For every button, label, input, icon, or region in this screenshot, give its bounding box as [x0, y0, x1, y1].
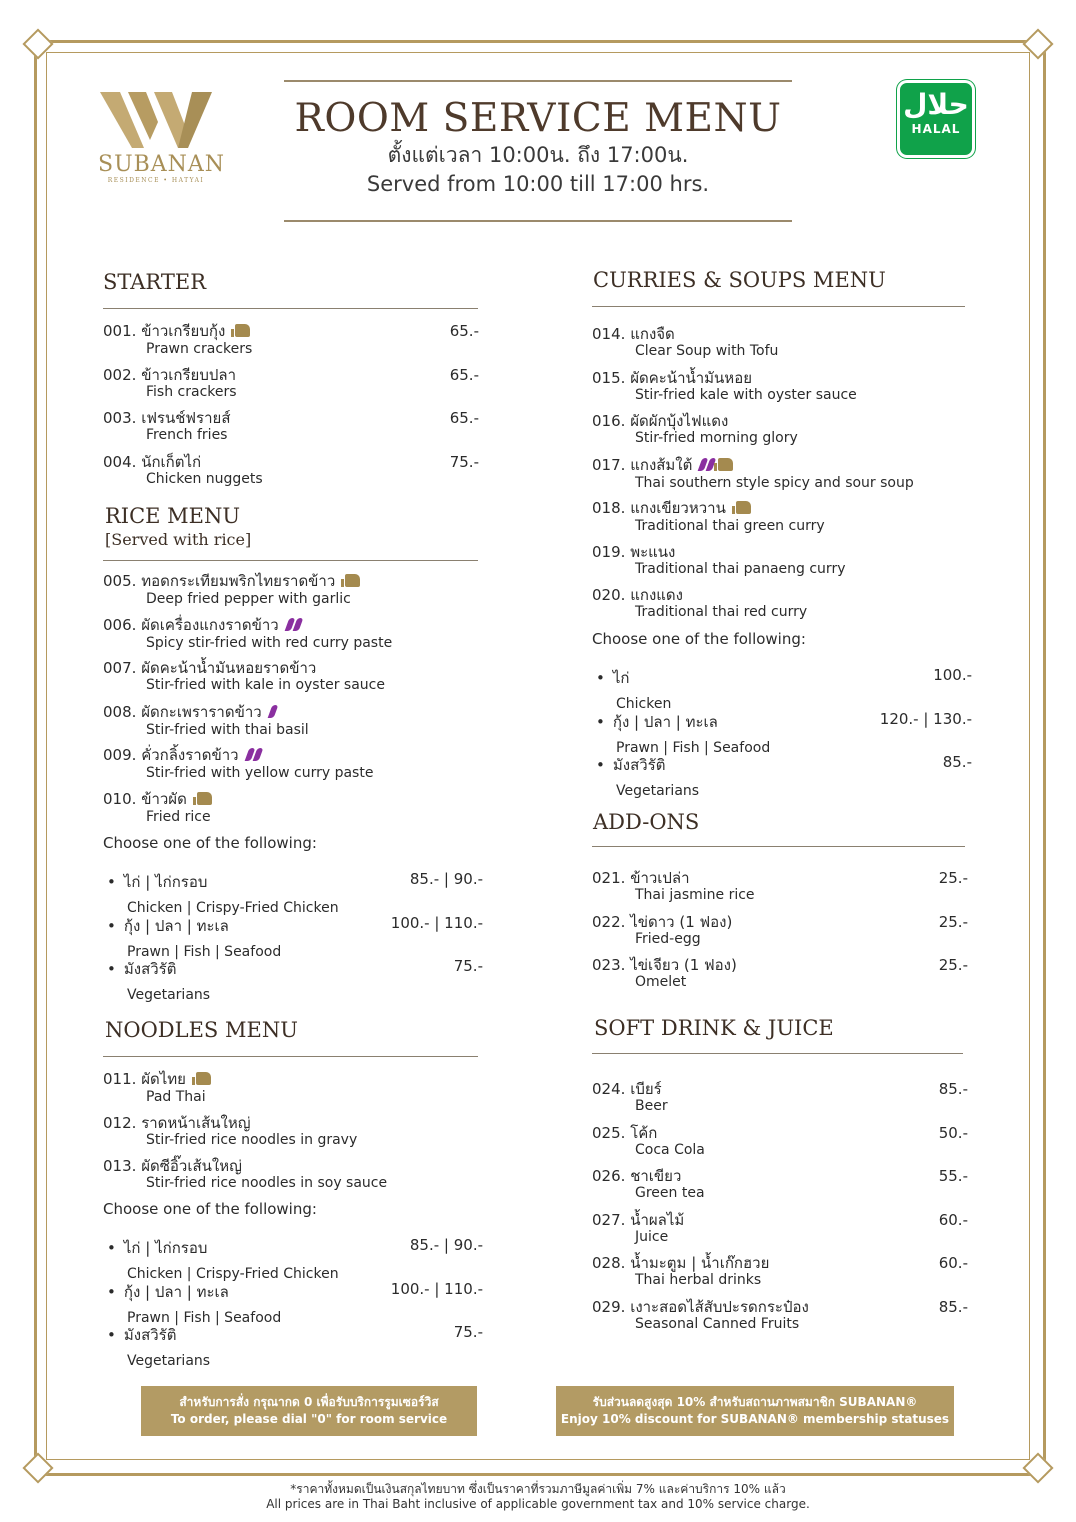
- rice-choose-label: Choose one of the following:: [103, 834, 317, 852]
- item-badge: [732, 500, 751, 518]
- item-name-thai: พะแนง: [630, 542, 676, 561]
- item-number: 011.: [103, 1070, 137, 1088]
- option-thai: • กุ้ง | ปลา | ทะเล: [107, 914, 483, 938]
- menu-item: [592, 913, 972, 953]
- item-number: 017.: [592, 455, 626, 474]
- price-footnote: [0, 1482, 1076, 1512]
- item-name-english: Omelet: [635, 974, 687, 990]
- item-name-english: Deep fried pepper with garlic: [146, 591, 351, 607]
- item-name-english: Stir-fried rice noodles in soy sauce: [146, 1175, 388, 1191]
- item-name-thai: ข้าวเกรียบกุ้ง: [141, 322, 226, 340]
- item-number: 013.: [103, 1157, 137, 1175]
- hours-english: Served from 10:00 till 17:00 hrs.: [366, 172, 710, 196]
- noodles-choose-label: Choose one of the following:: [103, 1200, 317, 1218]
- option-price: 100.- | 110.-: [390, 913, 483, 932]
- item-name-thai: ผัดคะน้าน้ำมันหอย: [630, 368, 752, 387]
- item-number: 019.: [592, 542, 626, 561]
- recommended-thumb-icon: [196, 1072, 211, 1085]
- menu-item: [592, 1298, 972, 1338]
- item-name-english: Thai southern style spicy and sour soup: [635, 474, 914, 491]
- item-name-english: Traditional thai red curry: [635, 604, 808, 620]
- item-price: 25.-: [938, 869, 968, 887]
- item-price: 75.-: [449, 452, 479, 471]
- item-number: 009.: [103, 746, 137, 764]
- menu-item: [592, 456, 972, 496]
- menu-item: [103, 366, 483, 406]
- item-number: 014.: [592, 325, 626, 343]
- option-thai: • มังสวิรัติ: [596, 753, 972, 777]
- menu-item: [592, 412, 972, 452]
- item-name-english: Stir-fried with kale in oyster sauce: [146, 677, 385, 693]
- item-name-thai: ราดหน้าเส้นใหญ่: [141, 1113, 251, 1132]
- item-name-thai: ผัดคะน้าน้ำมันหอยราดข้าว: [141, 659, 317, 677]
- item-name-thai: เบียร์: [630, 1080, 662, 1098]
- item-number: 025.: [592, 1123, 626, 1142]
- item-number: 008.: [103, 702, 137, 721]
- item-price: 65.-: [449, 365, 479, 384]
- protein-option: [596, 666, 972, 710]
- item-name-thai: ไข่ดาว (1 ฟอง): [630, 912, 733, 931]
- item-number: 010.: [103, 789, 137, 808]
- menu-item: [103, 659, 483, 699]
- option-english: Vegetarians: [127, 1353, 211, 1369]
- option-price: 120.- | 130.-: [879, 709, 972, 728]
- recommended-thumb-icon: [345, 574, 360, 587]
- section-title-curries: CURRIES & SOUPS MENU: [593, 268, 886, 292]
- option-english: Chicken | Crispy-Fried Chicken: [127, 900, 339, 916]
- item-name-thai: ผัดกะเพราราดข้าว: [141, 702, 262, 721]
- item-badge: [341, 573, 360, 591]
- item-name-thai: นักเก็ตไก่: [141, 452, 202, 471]
- menu-item: [592, 956, 972, 996]
- item-name-thai: น้ำผลไม้: [630, 1210, 685, 1229]
- item-name-thai: ข้าวผัด: [141, 789, 187, 808]
- option-price: 75.-: [453, 957, 483, 975]
- item-name-thai: ข้าวเกรียบปลา: [141, 365, 236, 384]
- item-name-english: Clear Soup with Tofu: [635, 343, 779, 359]
- item-name-english: Thai herbal drinks: [635, 1272, 762, 1288]
- menu-item: [592, 1211, 972, 1251]
- item-price: 85.-: [938, 1297, 968, 1316]
- item-name-thai: ชาเขียว: [630, 1167, 682, 1185]
- protein-option: [107, 1280, 483, 1324]
- option-thai: • มังสวิรัติ: [107, 957, 483, 981]
- menu-item: [103, 322, 483, 362]
- section-rule: [592, 846, 965, 847]
- protein-option: [596, 710, 972, 754]
- item-name-thai: ไข่เจียว (1 ฟอง): [630, 956, 737, 974]
- menu-item: [592, 586, 972, 626]
- section-subtitle-rice: [Served with rice]: [105, 530, 252, 549]
- item-number: 018.: [592, 499, 626, 517]
- option-thai: • กุ้ง | ปลา | ทะเล: [107, 1280, 483, 1304]
- menu-item: [592, 499, 972, 539]
- hours-thai: ตั้งแต่เวลา 10:00น. ถึง 17:00น.: [387, 143, 689, 167]
- item-name-english: Chicken nuggets: [146, 470, 263, 487]
- menu-item: [592, 869, 972, 909]
- item-name-thai: คั่วกลิ้งราดข้าว: [141, 746, 239, 764]
- chili-icon: [267, 705, 278, 718]
- order-info-english: To order, please dial "0" for room service: [170, 1412, 448, 1426]
- page-title: ROOM SERVICE MENU: [294, 96, 782, 141]
- item-name-thai: โค้ก: [630, 1123, 658, 1142]
- item-price: 55.-: [938, 1167, 968, 1185]
- item-name-thai: แกงส้มใต้: [630, 455, 693, 474]
- option-thai: • ไก่ | ไก่กรอบ: [107, 870, 483, 894]
- footnote-english: All prices are in Thai Baht inclusive of applicable government tax and 10% service charge.: [266, 1497, 810, 1511]
- menu-item: [103, 453, 483, 493]
- item-number: 022.: [592, 912, 626, 931]
- item-name-english: Prawn crackers: [146, 341, 253, 357]
- item-name-english: Stir-fried morning glory: [635, 430, 798, 446]
- item-number: 012.: [103, 1113, 137, 1132]
- item-number: 024.: [592, 1080, 626, 1098]
- curries-choose-label: Choose one of the following:: [592, 630, 806, 648]
- item-name-thai: แกงจืด: [630, 325, 675, 343]
- option-thai: • กุ้ง | ปลา | ทะเล: [596, 710, 972, 734]
- section-rule: [592, 1053, 963, 1054]
- item-name-english: Fried rice: [146, 808, 211, 825]
- item-name-english: Beer: [635, 1098, 668, 1114]
- section-title-starter: STARTER: [103, 270, 207, 294]
- item-name-english: Thai jasmine rice: [635, 887, 755, 903]
- option-price: 100.- | 110.-: [390, 1279, 483, 1298]
- item-number: 026.: [592, 1167, 626, 1185]
- item-name-thai: แกงเขียวหวาน: [630, 499, 726, 517]
- item-name-english: Stir-fried rice noodles in gravy: [146, 1131, 358, 1148]
- menu-item: [103, 1070, 483, 1110]
- recommended-thumb-icon: [718, 458, 733, 471]
- section-rule: [592, 306, 965, 307]
- item-name-thai: ทอดกระเทียมพริกไทยราดข้าว: [141, 572, 336, 590]
- protein-option: [107, 870, 483, 914]
- item-badge: [698, 457, 733, 475]
- item-name-thai: น้ำมะตูม | น้ำเก๊กฮวย: [630, 1254, 770, 1272]
- option-price: 75.-: [453, 1323, 483, 1341]
- protein-option: [107, 957, 483, 1001]
- menu-item: [103, 746, 483, 786]
- footnote-thai: *ราคาทั้งหมดเป็นเงินสกุลไทยบาท ซึ่งเป็นราคาที่รวมภาษีมูลค่าเพิ่ม 7% และค่าบริการ 10% แล้ว: [290, 1482, 786, 1496]
- item-name-thai: ผัดผักบุ้งไฟแดง: [630, 412, 729, 430]
- item-price: 25.-: [938, 956, 968, 974]
- discount-info-bar: [556, 1386, 954, 1436]
- item-number: 005.: [103, 572, 137, 590]
- item-name-thai: ผัดเครื่องแกงราดข้าว: [141, 615, 279, 634]
- item-name-thai: เฟรนช์ฟรายส์: [141, 409, 231, 427]
- item-number: 002.: [103, 365, 137, 384]
- recommended-thumb-icon: [736, 501, 751, 514]
- item-price: 65.-: [449, 322, 479, 340]
- order-info-bar: [141, 1386, 477, 1436]
- item-name-thai: ข้าวเปล่า: [630, 869, 690, 887]
- item-name-thai: เงาะสอดไส้สับปะรดกระป๋อง: [630, 1297, 809, 1316]
- item-name-english: Pad Thai: [146, 1089, 206, 1105]
- item-name-english: Juice: [635, 1228, 669, 1245]
- item-number: 029.: [592, 1297, 626, 1316]
- option-thai: • มังสวิรัติ: [107, 1323, 483, 1347]
- menu-item: [103, 790, 483, 830]
- menu-item: [103, 572, 483, 612]
- menu-item: [103, 703, 483, 743]
- menu-item: [592, 325, 972, 365]
- item-name-english: Fried-egg: [635, 930, 701, 947]
- item-badge: [285, 617, 301, 635]
- item-badge: [193, 791, 212, 809]
- item-price: 85.-: [938, 1080, 968, 1098]
- brand-subtitle: RESIDENCE • HATYAI: [107, 177, 205, 184]
- item-number: 023.: [592, 956, 626, 974]
- option-price: 85.- | 90.-: [409, 1236, 483, 1254]
- halal-label: HALAL: [911, 122, 961, 136]
- item-number: 016.: [592, 412, 626, 430]
- section-rule: [103, 1056, 478, 1057]
- menu-item: [592, 369, 972, 409]
- item-name-thai: ผัดไทย: [141, 1070, 186, 1088]
- item-number: 021.: [592, 869, 626, 887]
- item-badge: [268, 704, 276, 722]
- item-name-thai: แกงแดง: [630, 586, 683, 604]
- discount-info-english: Enjoy 10% discount for SUBANAN® membership statuses: [560, 1412, 950, 1426]
- item-number: 004.: [103, 452, 137, 471]
- item-name-english: Traditional thai green curry: [635, 518, 825, 534]
- menu-item: [592, 1080, 972, 1120]
- order-info-thai: สำหรับการสั่ง กรุณากด 0 เพื่อรับบริการรูมเซอร์วิส: [179, 1395, 439, 1409]
- menu-item: [103, 1114, 483, 1154]
- recommended-thumb-icon: [235, 324, 250, 337]
- item-name-english: Stir-fried with yellow curry paste: [146, 765, 374, 781]
- option-english: Prawn | Fish | Seafood: [127, 1309, 282, 1326]
- option-english: Vegetarians: [127, 987, 211, 1003]
- item-name-english: Spicy stir-fried with red curry paste: [146, 634, 393, 651]
- menu-item: [103, 1157, 483, 1197]
- section-title-noodles: NOODLES MENU: [105, 1018, 298, 1042]
- right-column: [592, 0, 972, 1400]
- item-badge: [231, 323, 250, 341]
- menu-item: [592, 1167, 972, 1207]
- menu-item: [592, 543, 972, 583]
- option-english: Prawn | Fish | Seafood: [127, 943, 282, 960]
- brand-name: SUBANAN: [98, 152, 226, 177]
- item-price: 65.-: [449, 409, 479, 427]
- item-price: 25.-: [938, 912, 968, 931]
- item-name-english: Fish crackers: [146, 383, 237, 400]
- item-badge: [192, 1071, 211, 1089]
- item-number: 015.: [592, 368, 626, 387]
- section-rule: [103, 560, 478, 561]
- item-number: 006.: [103, 615, 137, 634]
- discount-info-thai: รับส่วนลดสูงสุด 10% สำหรับสถานภาพสมาชิก SUBANAN®: [592, 1395, 918, 1409]
- item-price: 60.-: [938, 1254, 968, 1272]
- item-name-english: Stir-fried with thai basil: [146, 721, 309, 738]
- option-price: 85.- | 90.-: [409, 870, 483, 888]
- option-thai: • ไก่ | ไก่กรอบ: [107, 1236, 483, 1260]
- option-english: Chicken: [616, 696, 672, 712]
- item-name-thai: ผัดซีอิ๊วเส้นใหญ่: [141, 1157, 242, 1175]
- item-name-english: Stir-fried kale with oyster sauce: [635, 386, 857, 403]
- item-name-english: Seasonal Canned Fruits: [635, 1315, 800, 1332]
- recommended-thumb-icon: [197, 792, 212, 805]
- menu-item: [103, 409, 483, 449]
- item-number: 001.: [103, 322, 137, 340]
- option-english: Chicken | Crispy-Fried Chicken: [127, 1266, 339, 1282]
- protein-option: [107, 1323, 483, 1367]
- section-title-drinks: SOFT DRINK & JUICE: [594, 1016, 834, 1040]
- item-name-english: Coca Cola: [635, 1141, 705, 1158]
- item-name-english: Green tea: [635, 1185, 705, 1201]
- item-name-english: Traditional thai panaeng curry: [635, 560, 846, 577]
- item-number: 003.: [103, 409, 137, 427]
- protein-option: [107, 914, 483, 958]
- halal-arabic: حلال: [903, 88, 969, 121]
- item-badge: [245, 747, 261, 765]
- protein-option: [596, 753, 972, 797]
- menu-item: [592, 1124, 972, 1164]
- option-thai: • ไก่: [596, 666, 972, 690]
- left-column: [103, 0, 483, 1400]
- item-number: 020.: [592, 586, 626, 604]
- item-number: 027.: [592, 1210, 626, 1229]
- option-price: 85.-: [942, 753, 972, 771]
- menu-item: [103, 616, 483, 656]
- menu-item: [592, 1254, 972, 1294]
- section-rule: [103, 308, 478, 309]
- item-number: 007.: [103, 659, 137, 677]
- item-price: 50.-: [938, 1123, 968, 1142]
- item-number: 028.: [592, 1254, 626, 1272]
- option-english: Prawn | Fish | Seafood: [616, 739, 771, 756]
- option-price: 100.-: [933, 666, 972, 684]
- option-english: Vegetarians: [616, 783, 700, 799]
- item-name-english: French fries: [146, 427, 228, 443]
- item-price: 60.-: [938, 1210, 968, 1229]
- section-title-rice: RICE MENU: [105, 504, 241, 528]
- section-title-addons: ADD-ONS: [593, 810, 700, 834]
- protein-option: [107, 1236, 483, 1280]
